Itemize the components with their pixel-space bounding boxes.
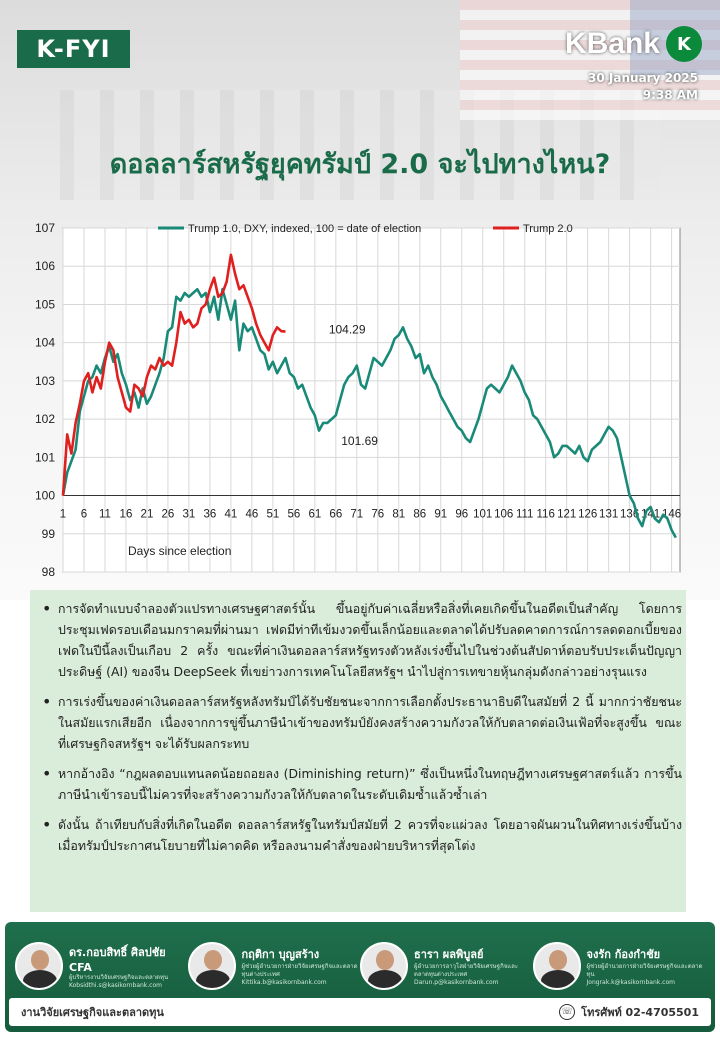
- bullet-text: ดังนั้น ถ้าเทียบกับสิ่งที่เกิดในอดีต ดอลลาร์สหรัฐในทรัมป์สมัยที่ 2 ควรที่จะแผ่วลง โดยอาจผันผวนในทิศทางเร่งขึ้นบ้าง เมื่อทรัมป์ประกาศนโยบายที่ไม่คาดคิด หรือลงนามคำสั่งของฝ่ายบริหารที่สุดโต่ง: [58, 817, 682, 853]
- page-title: ดอลลาร์สหรัฐยุคทรัมป์ 2.0 จะไปทางไหน?: [109, 149, 611, 180]
- x-tick-label: 86: [413, 508, 427, 521]
- department-label: งานวิจัยเศรษฐกิจและตลาดทุน: [21, 1006, 164, 1019]
- brand-logo: [565, 26, 702, 62]
- y-tick-label: 101: [34, 450, 55, 465]
- report-date: [588, 70, 698, 104]
- analyst-card: [360, 932, 533, 1000]
- x-tick-label: 31: [182, 508, 196, 521]
- legend-entry: Trump 1.0, DXY, indexed, 100 = date of election: [188, 223, 422, 235]
- x-tick-label: 106: [494, 508, 514, 521]
- x-tick-label: 71: [350, 508, 364, 521]
- data-label: 101.69: [341, 433, 378, 448]
- bullet-dot-icon: •: [42, 599, 52, 618]
- y-tick-label: 99: [41, 526, 55, 541]
- x-tick-label: 1: [59, 508, 67, 521]
- x-tick-label: 141: [641, 508, 661, 521]
- x-tick-label: 126: [578, 508, 598, 521]
- avatar: [360, 942, 408, 990]
- bullet-item: [42, 763, 682, 805]
- analyst-role: ผู้ช่วยผู้อำนวยการฝ่ายวิจัยเศรษฐกิจและตลาดทุน: [586, 963, 703, 978]
- time-text: 9:38 AM: [642, 88, 698, 102]
- kbank-logo-icon: K: [666, 26, 702, 62]
- x-tick-label: 51: [266, 508, 280, 521]
- phone-label: โทรศัพท์ 02-4705501: [581, 1006, 699, 1019]
- bullet-text: การเร่งขึ้นของค่าเงินดอลลาร์สหรัฐหลังทรัมป์ได้รับชัยชนะจากการเลือกตั้งประธานาธิบดีในสมัยที่ 2 นี้ มากกว่าชัยชนะในสมัยแรกเสียอีก เนื่องจากการขู่ขึ้นภาษีนำเข้าของทรัมป์ยังคงสร้างความกังวลให้กับตลาดต่อเงินเฟ้อที่จะสูงขึ้น ขณะ ที่เศรษฐกิจสหรัฐฯ จะได้รับผลกระทบ: [58, 694, 682, 751]
- x-tick-label: 146: [662, 508, 682, 521]
- analyst-name: ดร.กอบสิทธิ์ ศิลปชัย CFA: [69, 945, 166, 974]
- y-tick-label: 102: [34, 412, 55, 427]
- y-tick-label: 104: [34, 335, 55, 350]
- bullet-dot-icon: •: [42, 764, 52, 783]
- x-tick-label: 11: [98, 508, 111, 521]
- analyst-email[interactable]: Darun.p@kasikornbank.com: [414, 979, 499, 986]
- avatar: [15, 942, 63, 990]
- x-tick-label: 41: [224, 508, 238, 521]
- x-tick-label: 26: [161, 508, 175, 521]
- bullet-item: [42, 691, 682, 754]
- bullet-dot-icon: •: [42, 815, 52, 834]
- analyst-email[interactable]: Kobsidthi.s@kasikornbank.com: [69, 981, 162, 989]
- x-tick-label: 46: [245, 508, 259, 521]
- y-tick-label: 98: [41, 565, 55, 579]
- x-tick-label: 101: [473, 508, 493, 521]
- x-tick-label: 56: [287, 508, 301, 521]
- x-tick-label: 61: [308, 508, 322, 521]
- dxy-chart: [8, 210, 708, 580]
- analyst-name: กฤติกา บุญสร้าง: [241, 948, 320, 961]
- analyst-role: ผู้อำนวยการอาวุโสฝ่ายวิจัยเศรษฐกิจและตลาดทุนต่างประเทศ: [414, 963, 518, 978]
- x-axis-label: Days since election: [128, 544, 232, 558]
- data-label: 104.29: [328, 322, 366, 337]
- phone-icon: ☏: [559, 1004, 575, 1020]
- x-tick-label: 6: [80, 508, 88, 521]
- analyst-email[interactable]: Jongrak.k@kasikornbank.com: [586, 979, 675, 986]
- analyst-role: ผู้บริหารงานวิจัยเศรษฐกิจและตลาดทุน: [69, 973, 169, 981]
- legend-entry: Trump 2.0: [523, 223, 573, 235]
- y-tick-label: 107: [34, 221, 55, 235]
- x-tick-label: 76: [371, 508, 385, 521]
- x-tick-label: 136: [620, 508, 640, 521]
- footer: [5, 922, 715, 1032]
- analyst-role: ผู้ช่วยผู้อำนวยการฝ่ายวิจัยเศรษฐกิจและตลาดทุนต่างประเทศ: [241, 963, 358, 978]
- contact-phone[interactable]: [559, 1003, 699, 1021]
- analyst-email[interactable]: Kittika.b@kasikornbank.com: [241, 979, 327, 986]
- x-tick-label: 91: [434, 508, 448, 521]
- x-tick-label: 81: [392, 508, 406, 521]
- analyst-name: จงรัก ก้องกำชัย: [586, 948, 661, 961]
- chart-svg: [8, 210, 708, 580]
- summary-bullets: [42, 598, 682, 865]
- kfyi-label: K-FYI: [36, 35, 111, 63]
- x-tick-label: 116: [536, 508, 555, 521]
- date-text: 30 January 2025: [588, 71, 698, 85]
- y-tick-label: 105: [34, 297, 55, 312]
- avatar: [533, 942, 581, 990]
- x-tick-label: 36: [203, 508, 217, 521]
- bullet-item: [42, 598, 682, 682]
- x-tick-label: 121: [557, 508, 577, 521]
- x-tick-label: 96: [455, 508, 469, 521]
- x-tick-label: 131: [599, 508, 619, 521]
- analyst-name: ธารา ผลพิบูลย์: [414, 948, 484, 961]
- brand-name: KBank: [564, 27, 660, 60]
- x-tick-label: 66: [329, 508, 343, 521]
- bullet-item: [42, 814, 682, 856]
- y-tick-label: 106: [34, 259, 55, 274]
- x-tick-label: 21: [140, 508, 154, 521]
- bullet-text: การจัดทำแบบจำลองตัวแปรทางเศรษฐศาสตร์นั้น ขึ้นอยู่กับค่าเฉลี่ยหรือสิ่งที่เคยเกิดขึ้นในอดีตเป็นสำคัญ โดยการประชุมเฟดรอบเดือนมกราคมที่ผ่านมา เฟดมีท่าทีเข้มงวดขึ้นเล็กน้อยและตลาดได้ปรับลดคาดการณ์การลดดอกเบี้ยของเฟดในปีนี้ลงเป็นเกือบ 2 ครั้ง ขณะที่ค่าเงินดอลลาร์สหรัฐทรงตัวหลังเร่งขึ้นไปในช่วงต้นสัปดาห์ตอบรับประเด็นปัญญาประดิษฐ์ (AI) ของจีน DeepSeek ที่เขย่าวงการเทคโนโลยีสหรัฐฯ นำไปสู่การเทขายหุ้นกลุ่มดังกล่าวอย่างรุนแรง: [58, 601, 682, 679]
- analyst-list: [15, 932, 705, 1000]
- kfyi-badge: [17, 30, 130, 68]
- bullet-dot-icon: •: [42, 692, 52, 711]
- y-tick-label: 100: [34, 488, 55, 503]
- analyst-card: [533, 932, 706, 1000]
- avatar: [188, 942, 236, 990]
- analyst-card: [15, 932, 188, 1000]
- footer-bar: [9, 998, 711, 1026]
- x-tick-label: 111: [515, 508, 534, 521]
- x-tick-label: 16: [119, 508, 133, 521]
- y-tick-label: 103: [34, 373, 55, 388]
- bullet-text: หากอ้างอิง “กฎผลตอบแทนลดน้อยถอยลง (Diminishing return)” ซึ่งเป็นหนึ่งในทฤษฎีทางเศรษฐศาสตร์แล้ว การขึ้นภาษีนำเข้ารอบนี้ไม่ควรที่จะสร้างความกังวลให้กับตลาดในระดับเดิมซ้ำแล้วซ้ำเล่า: [58, 766, 682, 802]
- analyst-card: [188, 932, 361, 1000]
